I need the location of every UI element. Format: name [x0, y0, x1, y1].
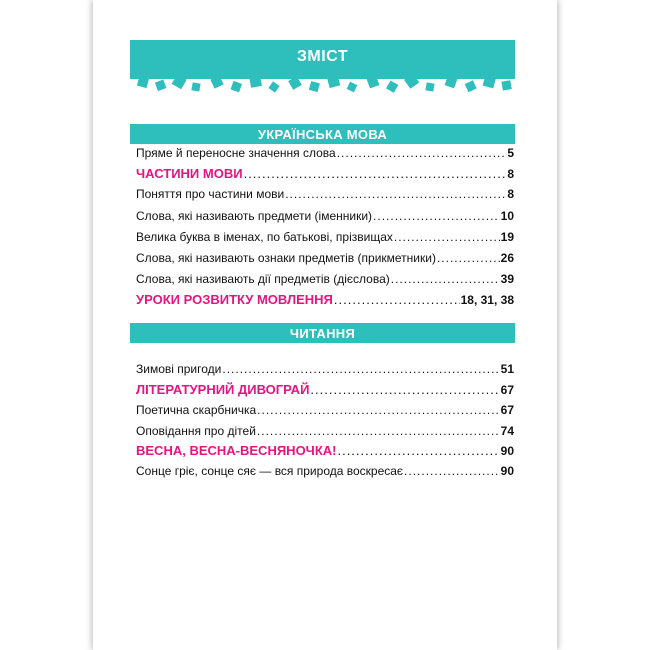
toc-entry-page: 8: [507, 167, 514, 181]
toc-entry[interactable]: [136, 146, 514, 166]
dot-leader: [437, 251, 500, 265]
contents-title: ЗМІСТ: [130, 40, 515, 73]
toc-entry-page: 39: [500, 272, 514, 286]
toc-entry[interactable]: [136, 272, 514, 292]
toc-entry[interactable]: [136, 424, 514, 444]
dot-leader: [391, 272, 500, 286]
toc-entry[interactable]: [136, 230, 514, 250]
section-header-ukrainian: УКРАЇНСЬКА МОВА: [130, 124, 515, 144]
toc-entry-page: 18, 31, 38: [460, 293, 514, 307]
toc-entry-title: Сонце гріє, сонце сяє — вся природа воскресає: [136, 464, 404, 478]
toc-entry-title: Пряме й переносне значення слова: [136, 146, 336, 160]
banner-squares-decoration: [130, 73, 515, 95]
dot-leader: [373, 209, 500, 223]
dot-leader: [310, 382, 499, 397]
toc-entry-page: 67: [500, 383, 514, 397]
toc-entry-page: 51: [500, 362, 514, 376]
dot-leader: [334, 292, 460, 307]
dot-leader: [257, 403, 499, 417]
dot-leader: [404, 464, 500, 478]
toc-entry-title: Велика буква в іменах, по батькові, прізвищах: [136, 230, 393, 244]
dot-leader: [222, 362, 499, 376]
toc-entry-title: Зимові пригоди: [136, 362, 222, 376]
toc-entry-title: Оповідання про дітей: [136, 424, 256, 438]
toc-entry-highlight[interactable]: [136, 382, 514, 402]
toc-entry-highlight[interactable]: [136, 443, 514, 463]
toc-entry-page: 74: [500, 424, 514, 438]
toc-entry-highlight[interactable]: [136, 166, 514, 186]
toc-entry-title: Слова, які називають предмети (іменники): [136, 209, 373, 223]
toc-entry-highlight[interactable]: [136, 292, 514, 312]
toc-entry[interactable]: [136, 209, 514, 229]
dot-leader: [394, 230, 500, 244]
toc-entry-title: УРОКИ РОЗВИТКУ МОВЛЕННЯ: [136, 292, 333, 307]
dot-leader: [257, 424, 500, 438]
contents-banner: [130, 40, 515, 95]
section-header-reading: ЧИТАННЯ: [130, 323, 515, 343]
toc-entry[interactable]: [136, 251, 514, 271]
toc-entry-title: Поетична скарбничка: [136, 403, 257, 417]
toc-entry-page: 90: [500, 464, 514, 478]
dot-leader: [337, 443, 499, 458]
dot-leader: [244, 166, 507, 181]
toc-entry-page: 5: [507, 146, 514, 160]
toc-entry-title: ВЕСНА, ВЕСНА-ВЕСНЯНОЧКА!: [136, 443, 337, 458]
toc-entry-page: 19: [500, 230, 514, 244]
dot-leader: [285, 187, 506, 201]
toc-entry[interactable]: [136, 464, 514, 484]
toc-entry-page: 26: [500, 251, 514, 265]
toc-entry[interactable]: [136, 187, 514, 207]
toc-entry[interactable]: [136, 362, 514, 382]
toc-entry-page: 67: [500, 403, 514, 417]
toc-entry-page: 8: [507, 187, 514, 201]
toc-entry-title: Слова, які називають ознаки предметів (прикметники): [136, 251, 436, 265]
toc-entry-title: ЛІТЕРАТУРНИЙ ДИВОГРАЙ: [136, 382, 310, 397]
toc-entry-title: Поняття про частини мови: [136, 187, 285, 201]
toc-entry-page: 90: [500, 444, 514, 458]
dot-leader: [337, 146, 507, 160]
toc-entry[interactable]: [136, 403, 514, 423]
toc-entry-page: 10: [500, 209, 514, 223]
toc-entry-title: ЧАСТИНИ МОВИ: [136, 166, 243, 181]
toc-entry-title: Слова, які називають дії предметів (дієслова): [136, 272, 390, 286]
